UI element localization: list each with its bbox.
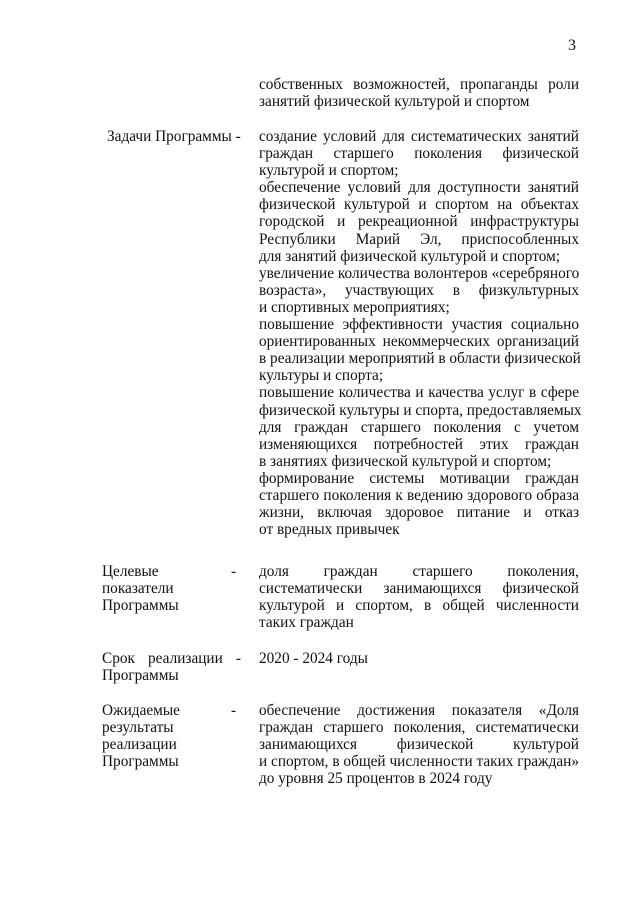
- tasks-line: от вредных привычек: [259, 521, 400, 539]
- tasks-line: физической культурой и спортом на объектах: [259, 196, 579, 214]
- results-label: [102, 702, 241, 770]
- results-line: и спортом, в общей численности таких граждан»: [259, 753, 579, 771]
- tasks-line: физической культуры и спорта, предоставляемых: [259, 401, 582, 419]
- tasks-line: в реализации мероприятий в области физической: [259, 350, 581, 368]
- tasks-line: культурой и спортом;: [259, 162, 399, 180]
- tasks-line: граждан старшего поколения физической: [259, 145, 579, 163]
- tasks-line: повышение количества и качества услуг в сфере: [259, 384, 579, 402]
- indicators-line: культурой и спортом, в общей численности: [259, 597, 579, 615]
- tasks-line: возраста», участвующих в физкультурных: [259, 281, 579, 299]
- results-line: до уровня 25 процентов в 2024 году: [259, 770, 493, 788]
- results-line: обеспечение достижения показателя «Доля: [259, 702, 579, 719]
- tasks-line: старшего поколения к ведению здорового образа: [259, 486, 579, 504]
- intro-line: занятий физической культурой и спортом: [259, 93, 530, 111]
- tasks-line: увеличение количества волонтеров «серебряного: [259, 264, 580, 282]
- results-label-line: Программы: [102, 753, 179, 771]
- page-number: 3: [568, 37, 576, 54]
- results-label-line: результаты: [102, 719, 174, 737]
- results-label-line: реализации: [102, 736, 177, 754]
- tasks-label: [107, 128, 241, 145]
- tasks-line: для занятий физической культурой и спортом;: [259, 247, 561, 265]
- results-label-line: Ожидаемые: [102, 702, 180, 719]
- indicators-line: доля граждан старшего поколения,: [259, 563, 579, 580]
- results-text: [259, 702, 579, 787]
- tasks-line: формирование системы мотивации граждан: [259, 469, 579, 487]
- tasks-line: ориентированных некоммерческих организаций: [259, 333, 579, 351]
- tasks-line: городской и рекреационной инфраструктуры: [259, 213, 579, 231]
- indicators-line: систематически занимающихся физической: [259, 580, 579, 598]
- indicators-label-line: Целевые: [102, 563, 159, 580]
- term-label-line: Программы: [102, 667, 179, 685]
- results-line: граждан старшего поколения, систематически: [259, 719, 579, 737]
- term-label-line: Срок реализации -: [102, 650, 241, 667]
- tasks-line: жизни, включая здоровое питание и отказ: [259, 504, 579, 522]
- tasks-line: изменяющихся потребностей этих граждан: [259, 435, 579, 453]
- tasks-line: создание условий для систематических занятий: [259, 128, 579, 145]
- results-dash: -: [231, 702, 237, 719]
- tasks-line: для граждан старшего поколения с учетом: [259, 418, 579, 436]
- indicators-label: [102, 563, 241, 614]
- term-value: 2020 - 2024 годы: [259, 650, 368, 667]
- indicators-label-line: показатели: [102, 580, 174, 598]
- indicators-text: [259, 563, 579, 631]
- tasks-line: обеспечение условий для доступности занятий: [259, 179, 579, 197]
- term-text: [259, 650, 579, 667]
- intro-text: [259, 76, 579, 110]
- indicators-line: таких граждан: [259, 614, 354, 632]
- tasks-line: и спортивных мероприятиях;: [259, 298, 450, 316]
- tasks-label-text: Задачи Программы -: [107, 128, 241, 145]
- indicators-label-line: Программы: [102, 597, 179, 615]
- tasks-line: в занятиях физической культурой и спортом;: [259, 452, 552, 470]
- term-label: [102, 650, 241, 684]
- tasks-line: повышение эффективности участия социально: [259, 316, 579, 334]
- indicators-dash: -: [231, 563, 237, 580]
- tasks-line: Республики Марий Эл, приспособленных: [259, 230, 579, 248]
- intro-line: собственных возможностей, пропаганды роли: [259, 76, 579, 93]
- tasks-text: [259, 128, 582, 539]
- tasks-line: культуры и спорта;: [259, 367, 384, 385]
- results-line: занимающихся физической культурой: [259, 736, 579, 754]
